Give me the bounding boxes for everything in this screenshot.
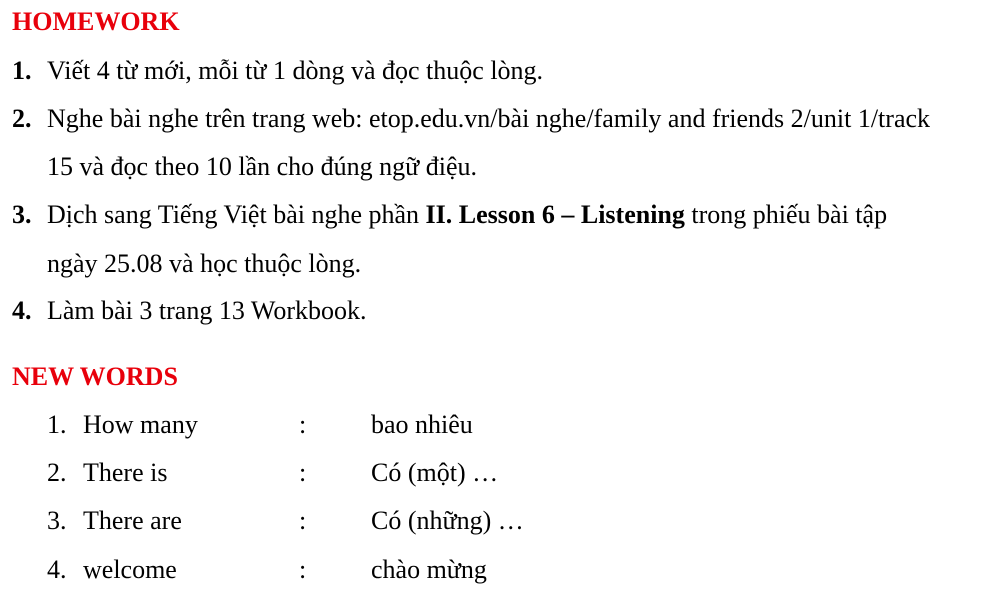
new-word-number: 4. bbox=[47, 555, 67, 584]
homework-item-1 bbox=[12, 56, 543, 86]
homework-item-number: 4. bbox=[12, 296, 32, 325]
homework-item-text-before: Dịch sang Tiếng Việt bài nghe phần bbox=[47, 200, 426, 229]
new-word-number: 2. bbox=[47, 458, 67, 487]
new-word-meaning: Có (những) … bbox=[371, 506, 524, 535]
new-word-number: 3. bbox=[47, 506, 67, 535]
new-word-meaning: chào mừng bbox=[371, 555, 487, 584]
new-word-row bbox=[47, 458, 647, 488]
new-word-meaning: Có (một) … bbox=[371, 458, 499, 487]
homework-item-text-after: trong phiếu bài tập bbox=[684, 200, 888, 229]
homework-item-2 bbox=[12, 104, 930, 134]
new-word-row bbox=[47, 410, 647, 440]
new-word-separator: : bbox=[299, 555, 307, 584]
new-word-term: welcome bbox=[83, 555, 177, 584]
new-word-separator: : bbox=[299, 506, 307, 535]
homework-item-text: Nghe bài nghe trên trang web: etop.edu.vn/bài nghe/family and friends 2/unit 1/track bbox=[47, 104, 931, 133]
new-word-term: There are bbox=[83, 506, 182, 535]
homework-item-2-continuation: 15 và đọc theo 10 lần cho đúng ngữ điệu. bbox=[47, 152, 478, 181]
homework-item-number: 1. bbox=[12, 56, 32, 85]
homework-item-3-continuation: ngày 25.08 và học thuộc lòng. bbox=[47, 249, 362, 278]
new-word-term: There is bbox=[83, 458, 168, 487]
new-word-row bbox=[47, 506, 647, 536]
homework-item-number: 3. bbox=[12, 200, 32, 229]
new-words-heading: NEW WORDS bbox=[12, 362, 178, 391]
new-word-term: How many bbox=[83, 410, 198, 439]
homework-item-4 bbox=[12, 296, 366, 326]
homework-item-text: Viết 4 từ mới, mỗi từ 1 dòng và đọc thuộc lòng. bbox=[47, 56, 544, 85]
new-word-separator: : bbox=[299, 458, 307, 487]
homework-item-text: Làm bài 3 trang 13 Workbook. bbox=[47, 296, 367, 325]
new-word-number: 1. bbox=[47, 410, 67, 439]
homework-item-3 bbox=[12, 200, 887, 230]
new-word-row bbox=[47, 555, 647, 585]
new-word-separator: : bbox=[299, 410, 307, 439]
homework-heading: HOMEWORK bbox=[12, 7, 180, 36]
homework-item-text-bold: II. Lesson 6 – Listening bbox=[425, 200, 685, 229]
homework-item-number: 2. bbox=[12, 104, 32, 133]
new-word-meaning: bao nhiêu bbox=[371, 410, 473, 439]
